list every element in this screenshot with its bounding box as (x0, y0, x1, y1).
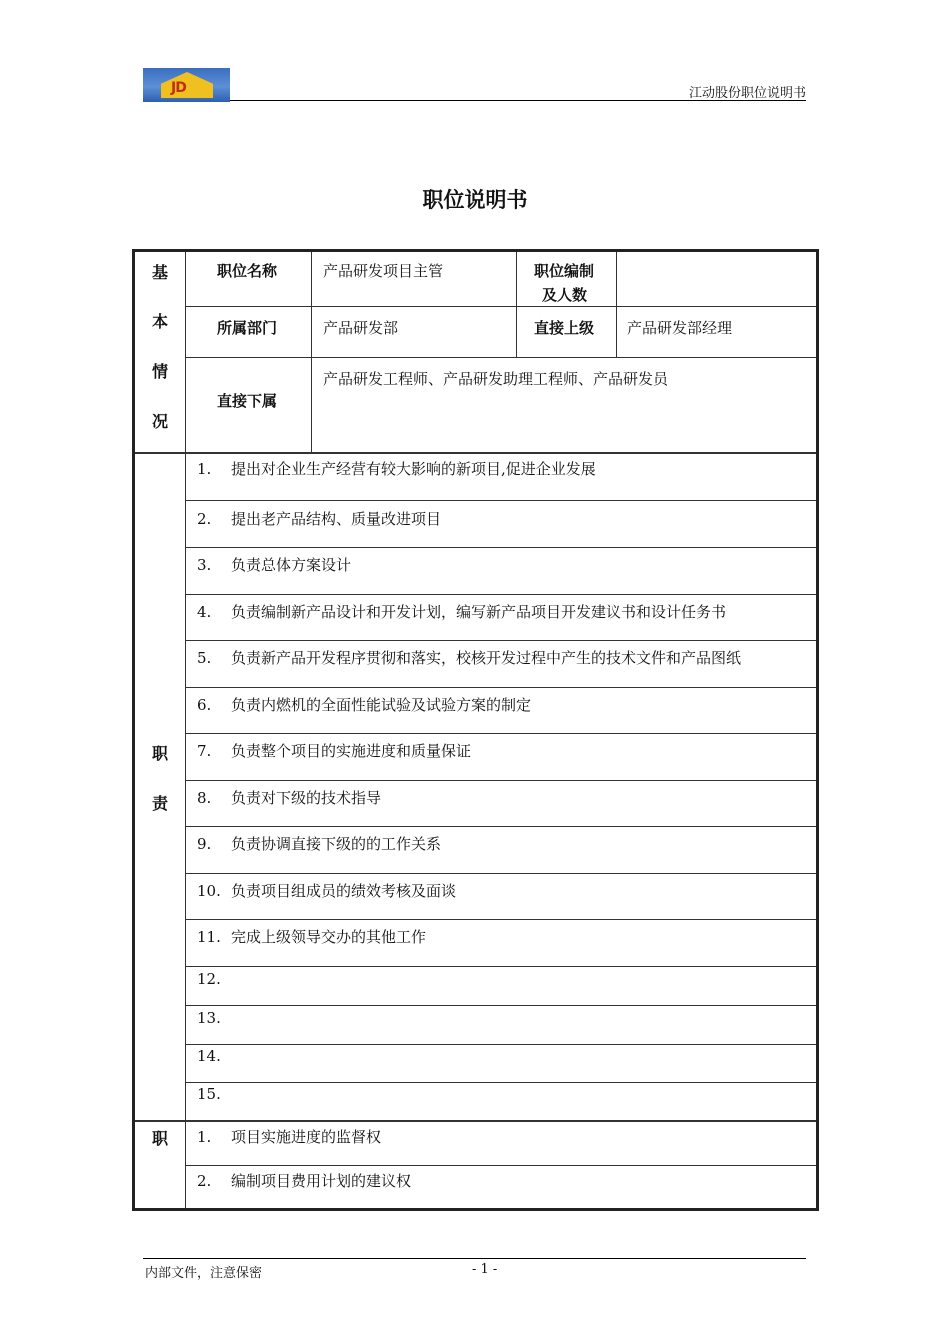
duty-row-line (185, 1044, 816, 1045)
duty-row-line (185, 919, 816, 920)
section-divider-basic (135, 452, 816, 454)
position-name-value: 产品研发项目主管 (323, 262, 444, 280)
duty-item (197, 926, 426, 947)
duty-text: 负责内燃机的全面性能试验及试验方案的制定 (231, 696, 532, 714)
duty-num: 15. (197, 1085, 221, 1103)
duty-row-line (185, 640, 816, 641)
duty-item (197, 1009, 231, 1027)
duty-row-line (185, 966, 816, 967)
duty-num: 10. (197, 882, 221, 900)
duty-item (197, 647, 741, 668)
authority-num: 2. (197, 1172, 212, 1190)
row-divider-2 (185, 357, 816, 358)
duty-item (197, 1085, 231, 1103)
duty-text: 负责协调直接下级的的工作关系 (231, 835, 442, 853)
section-divider-duties (135, 1120, 816, 1122)
duty-item (197, 833, 441, 854)
logo-house-shape (161, 72, 213, 98)
duty-item (197, 1047, 231, 1065)
duty-row-line (185, 826, 816, 827)
col-divider-mid (516, 252, 517, 357)
duty-row-line (185, 1005, 816, 1006)
duty-item (197, 787, 381, 808)
headcount-label-line1: 职位编制 (534, 262, 595, 280)
company-logo (143, 68, 230, 102)
duty-num: 9. (197, 835, 212, 853)
subordinates-label: 直接下属 (217, 392, 278, 410)
duty-item (197, 740, 471, 761)
duty-item (197, 880, 456, 901)
col-divider-label (311, 252, 312, 452)
duty-num: 6. (197, 696, 212, 714)
duty-item (197, 554, 351, 575)
duty-text: 提出老产品结构、质量改进项目 (231, 510, 442, 528)
duty-text: 负责总体方案设计 (231, 556, 352, 574)
duty-num: 4. (197, 603, 212, 621)
duty-row-line (185, 594, 816, 595)
duty-text: 负责编制新产品设计和开发计划，编写新产品项目开发建议书和设计任务书 (231, 603, 727, 621)
superior-value: 产品研发部经理 (627, 319, 733, 337)
header-rule (230, 100, 806, 101)
side-label-authority: 职 (151, 1129, 168, 1148)
side-label-basic-4: 况 (151, 412, 168, 431)
position-name-label: 职位名称 (217, 262, 278, 280)
duty-row-line (185, 1082, 816, 1083)
duty-text: 提出对企业生产经营有较大影响的新项目,促进企业发展 (231, 460, 596, 478)
duty-item (197, 601, 726, 622)
duty-num: 13. (197, 1009, 221, 1027)
page-number: - 1 - (472, 1262, 498, 1277)
duty-num: 2. (197, 510, 212, 528)
duty-num: 7. (197, 742, 212, 760)
side-label-duty-2: 责 (151, 794, 168, 813)
department-label: 所属部门 (217, 319, 278, 337)
duty-item (197, 694, 531, 715)
duty-row-line (185, 733, 816, 734)
duty-text: 完成上级领导交办的其他工作 (231, 928, 427, 946)
authority-text: 编制项目费用计划的建议权 (231, 1172, 412, 1190)
authority-num: 1. (197, 1128, 212, 1146)
logo-text: JD (171, 80, 186, 96)
duty-row-line (185, 873, 816, 874)
subordinates-value: 产品研发工程师、产品研发助理工程师、产品研发员 (323, 370, 669, 388)
duty-num: 12. (197, 970, 221, 988)
duty-num: 3. (197, 556, 212, 574)
duty-row-line (185, 780, 816, 781)
row-divider-1 (185, 306, 816, 307)
duty-num: 11. (197, 928, 221, 946)
duty-num: 14. (197, 1047, 221, 1065)
duty-row-line (185, 687, 816, 688)
header-doc-title: 江动股份职位说明书 (688, 86, 806, 101)
headcount-label-line2: 及人数 (542, 286, 588, 304)
duty-num: 8. (197, 789, 212, 807)
duty-item (197, 970, 231, 988)
authority-item (197, 1170, 411, 1191)
duty-text: 负责整个项目的实施进度和质量保证 (231, 742, 472, 760)
authority-row-line (185, 1165, 816, 1166)
duty-text: 负责对下级的技术指导 (231, 789, 382, 807)
job-description-table (132, 249, 819, 1211)
side-label-basic-3: 情 (151, 362, 168, 381)
col-divider-side (185, 252, 186, 1208)
col-divider-right-label (616, 252, 617, 357)
side-label-basic-2: 本 (151, 312, 168, 331)
duty-item (197, 458, 596, 479)
side-label-basic-1: 基 (151, 263, 168, 282)
duty-text: 负责新产品开发程序贯彻和落实，校核开发过程中产生的技术文件和产品图纸 (231, 649, 742, 667)
authority-item (197, 1126, 381, 1147)
page-title: 职位说明书 (422, 188, 528, 212)
duty-row-line (185, 547, 816, 548)
duty-text: 负责项目组成员的绩效考核及面谈 (231, 882, 457, 900)
duty-row-line (185, 500, 816, 501)
department-value: 产品研发部 (323, 319, 399, 337)
authority-text: 项目实施进度的监督权 (231, 1128, 382, 1146)
superior-label: 直接上级 (534, 319, 595, 337)
duty-num: 5. (197, 649, 212, 667)
footer-rule (143, 1258, 806, 1259)
duty-item (197, 508, 441, 529)
footer-confidential: 内部文件，注意保密 (145, 1266, 263, 1281)
side-label-duty-1: 职 (151, 744, 168, 763)
duty-num: 1. (197, 460, 212, 478)
